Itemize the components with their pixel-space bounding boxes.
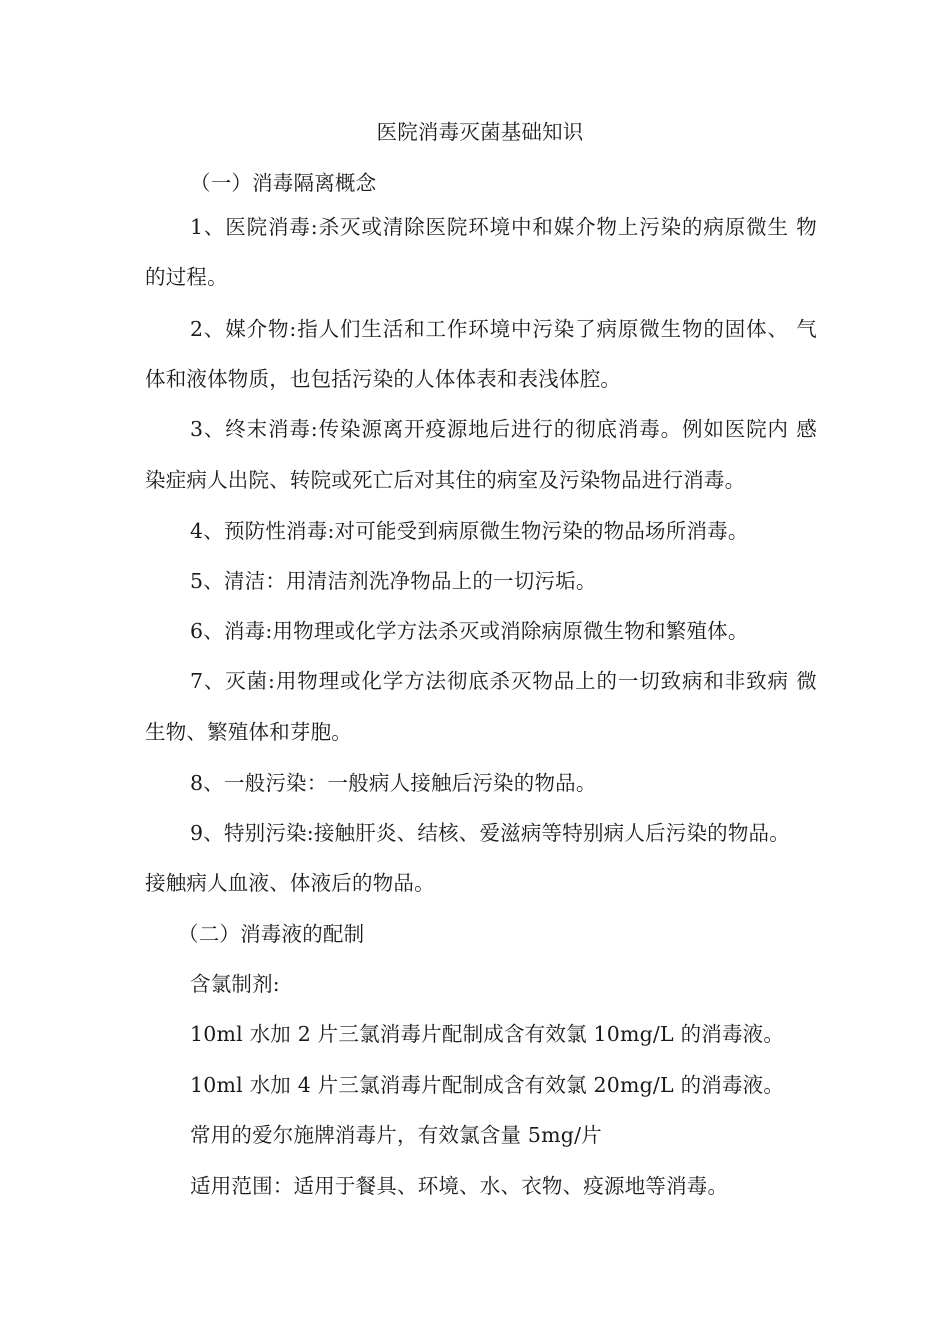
- item-5-line-1: 5、清洁：用清洁剂洗净物品上的一切污垢。: [190, 569, 597, 593]
- item-4-line-1: 4、预防性消毒:对可能受到病原微生物污染的物品场所消毒。: [190, 519, 749, 543]
- item-3-line-2: 染症病人出院、转院或死亡后对其住的病室及污染物品进行消毒。: [145, 468, 746, 492]
- section-2-heading: （二）消毒液的配制: [178, 922, 365, 946]
- section-2-line-5: 适用范围：适用于餐具、环境、水、衣物、疫源地等消毒。: [190, 1174, 729, 1198]
- item-1-line-1: 1、医院消毒:杀灭或清除医院环境中和媒介物上污染的病原微生 物: [190, 215, 817, 239]
- item-2-line-1: 2、媒介物:指人们生活和工作环境中污染了病原微生物的固体、 气: [190, 317, 817, 341]
- item-6-line-1: 6、消毒:用物理或化学方法杀灭或消除病原微生物和繁殖体。: [190, 619, 749, 643]
- section-2-line-2: 10ml 水加 2 片三氯消毒片配制成含有效氯 10mg/L 的消毒液。: [190, 1022, 785, 1046]
- document-title: 医院消毒灭菌基础知识: [376, 120, 584, 144]
- section-1-heading: （一）消毒隔离概念: [190, 171, 377, 195]
- section-2-line-1: 含氯制剂:: [190, 972, 280, 996]
- item-9-line-2: 接触病人血液、体液后的物品。: [145, 871, 435, 895]
- item-2-line-2: 体和液体物质，也包括污染的人体体表和表浅体腔。: [145, 367, 622, 391]
- item-1-line-2: 的过程。: [145, 265, 228, 289]
- section-2-line-3: 10ml 水加 4 片三氯消毒片配制成含有效氯 20mg/L 的消毒液。: [190, 1073, 785, 1097]
- item-7-line-2: 生物、繁殖体和芽胞。: [145, 720, 352, 744]
- section-2-line-4: 常用的爱尔施牌消毒片，有效氯含量 5mg/片: [190, 1123, 602, 1147]
- item-8-line-1: 8、一般污染：一般病人接触后污染的物品。: [190, 771, 597, 795]
- item-7-line-1: 7、灭菌:用物理或化学方法彻底杀灭物品上的一切致病和非致病 微: [190, 669, 817, 693]
- item-9-line-1: 9、特别污染:接触肝炎、结核、爱滋病等特别病人后污染的物品。: [190, 821, 790, 845]
- item-3-line-1: 3、终末消毒:传染源离开疫源地后进行的彻底消毒。例如医院内 感: [190, 417, 817, 441]
